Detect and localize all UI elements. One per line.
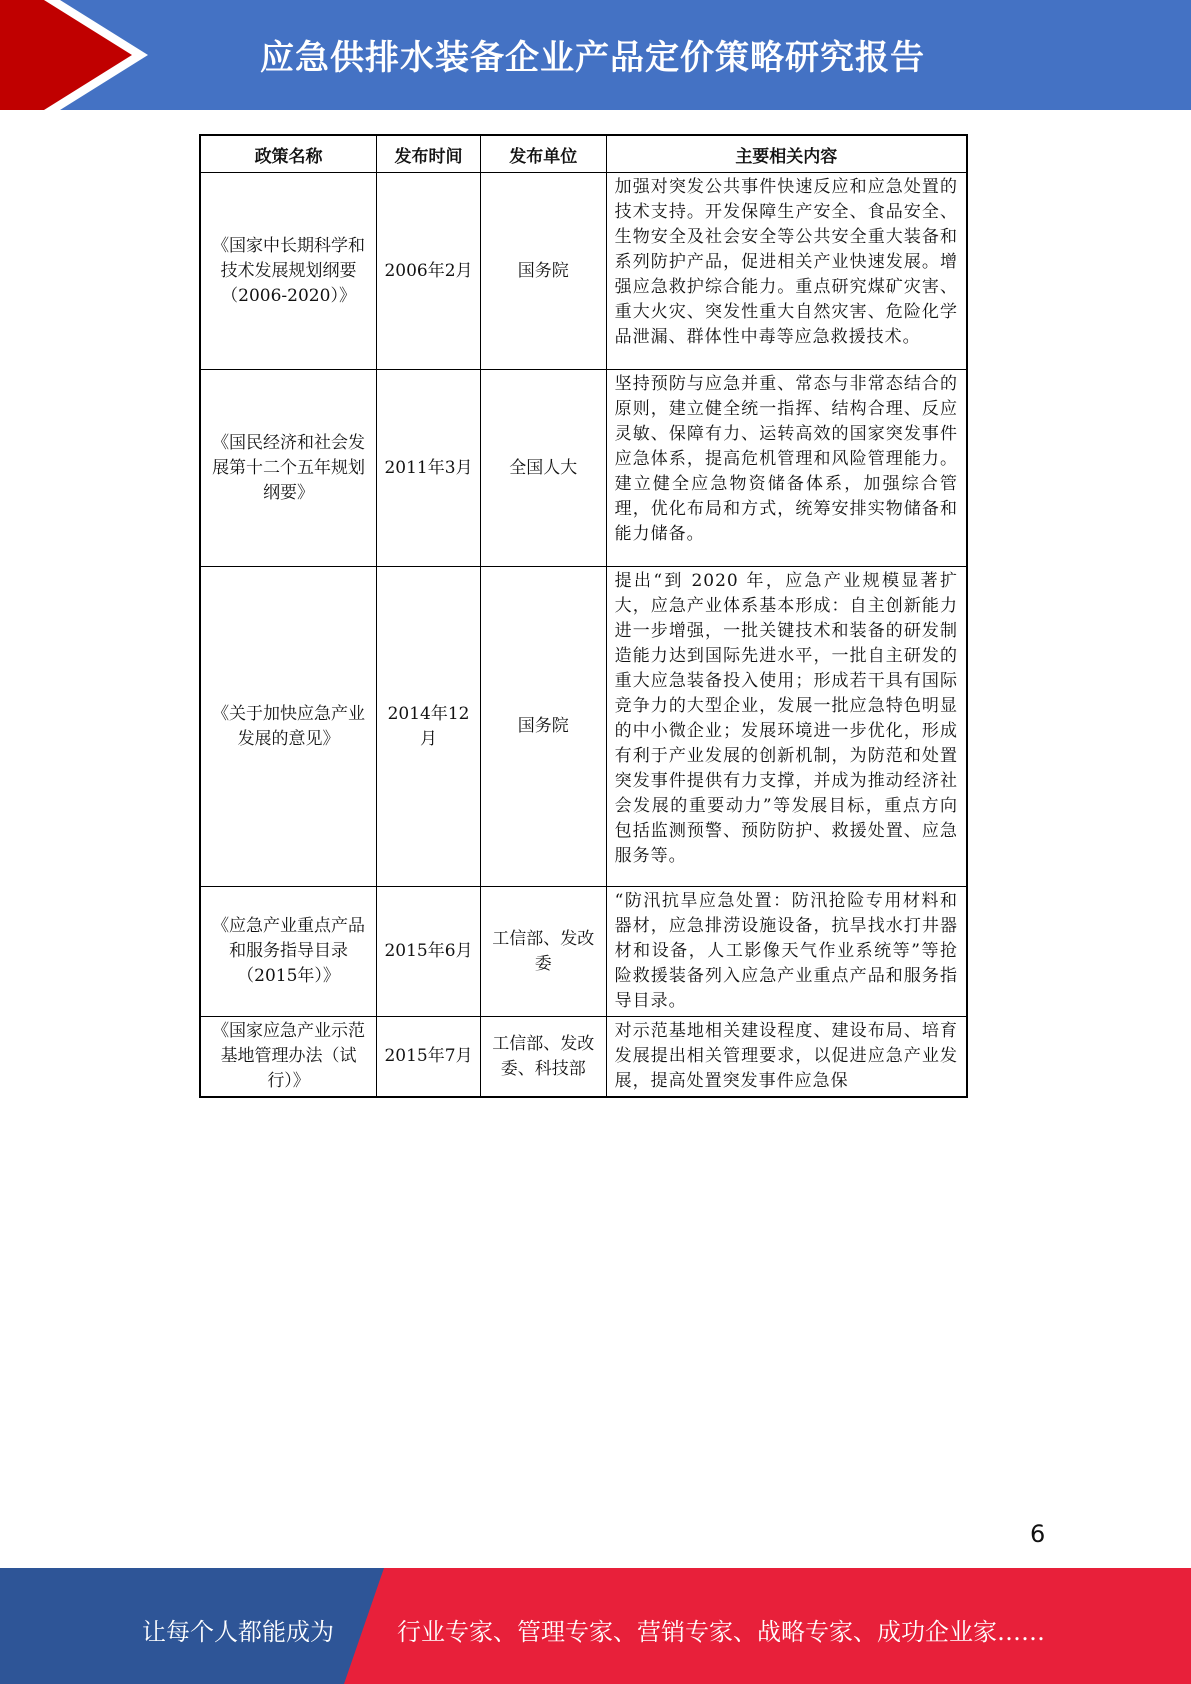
- page-footer: [0, 1568, 1191, 1684]
- content-cell: 对示范基地相关建设程度、建设布局、培育发展提出相关管理要求，以促进应急产业发展，提高处置突发事件应急保: [606, 1017, 967, 1098]
- content-cell: 坚持预防与应急并重、常态与非常态结合的原则，建立健全统一指挥、结构合理、反应灵敏、保障有力、运转高效的国家突发事件应急体系，提高危机管理和风险管理能力。建立健全应急物资储备体系，加强综合管理，优化布局和方式，统筹安排实物储备和能力储备。: [606, 370, 967, 567]
- table-row: [200, 567, 967, 887]
- date-cell: 2014年12月: [377, 567, 481, 887]
- column-header-date: 发布时间: [377, 135, 481, 173]
- issuer-cell: 全国人大: [480, 370, 606, 567]
- table-row: [200, 887, 967, 1017]
- column-header-issuer: 发布单位: [480, 135, 606, 173]
- policy-table-container: [199, 134, 968, 1098]
- issuer-cell: 国务院: [480, 567, 606, 887]
- footer-slogan-right: 行业专家、管理专家、营销专家、战略专家、成功企业家……: [397, 1618, 1045, 1646]
- content-cell: 提出“到 2020 年，应急产业规模显著扩大，应急产业体系基本形成：自主创新能力进一步增强，一批关键技术和装备的研发制造能力达到国际先进水平，一批自主研发的重大应急装备投入使用；形成若干具有国际竞争力的大型企业，发展一批应急特色明显的中小微企业；发展环境进一步优化，形成有利于产业发展的创新机制，为防范和处置突发事件提供有力支撑，并成为推动经济社会发展的重要动力”等发展目标，重点方向包括监测预警、预防防护、救援处置、应急服务等。: [606, 567, 967, 887]
- footer-slogan-left: 让每个人都能成为: [142, 1618, 334, 1646]
- content-cell: 加强对突发公共事件快速反应和应急处置的技术支持。开发保障生产安全、食品安全、生物安全及社会安全等公共安全重大装备和系列防护产品，促进相关产业快速发展。增强应急救护综合能力。重点研究煤矿灾害、重大火灾、突发性重大自然灾害、危险化学品泄漏、群体性中毒等应急救援技术。: [606, 173, 967, 370]
- policy-table: [199, 134, 968, 1098]
- date-cell: 2011年3月: [377, 370, 481, 567]
- policy-name-cell: 《国家应急产业示范基地管理办法（试行）》: [200, 1017, 377, 1098]
- report-title: 应急供排水装备企业产品定价策略研究报告: [260, 38, 925, 78]
- policy-name-cell: 《应急产业重点产品和服务指导目录（2015年）》: [200, 887, 377, 1017]
- page-number: 6: [1030, 1520, 1046, 1548]
- table-row: [200, 1017, 967, 1098]
- policy-name-cell: 《国家中长期科学和技术发展规划纲要（2006-2020）》: [200, 173, 377, 370]
- table-header-row: [200, 135, 967, 173]
- table-row: [200, 173, 967, 370]
- issuer-cell: 工信部、发改委、科技部: [480, 1017, 606, 1098]
- policy-name-cell: 《关于加快应急产业发展的意见》: [200, 567, 377, 887]
- column-header-policy-name: 政策名称: [200, 135, 377, 173]
- issuer-cell: 国务院: [480, 173, 606, 370]
- policy-name-cell: 《国民经济和社会发展第十二个五年规划纲要》: [200, 370, 377, 567]
- column-header-content: 主要相关内容: [606, 135, 967, 173]
- table-row: [200, 370, 967, 567]
- page-header: [0, 0, 1191, 110]
- content-cell: “防汛抗旱应急处置：防汛抢险专用材料和器材，应急排涝设施设备，抗旱找水打井器材和设备，人工影像天气作业系统等”等抢险救援装备列入应急产业重点产品和服务指导目录。: [606, 887, 967, 1017]
- date-cell: 2015年7月: [377, 1017, 481, 1098]
- date-cell: 2006年2月: [377, 173, 481, 370]
- date-cell: 2015年6月: [377, 887, 481, 1017]
- issuer-cell: 工信部、发改委: [480, 887, 606, 1017]
